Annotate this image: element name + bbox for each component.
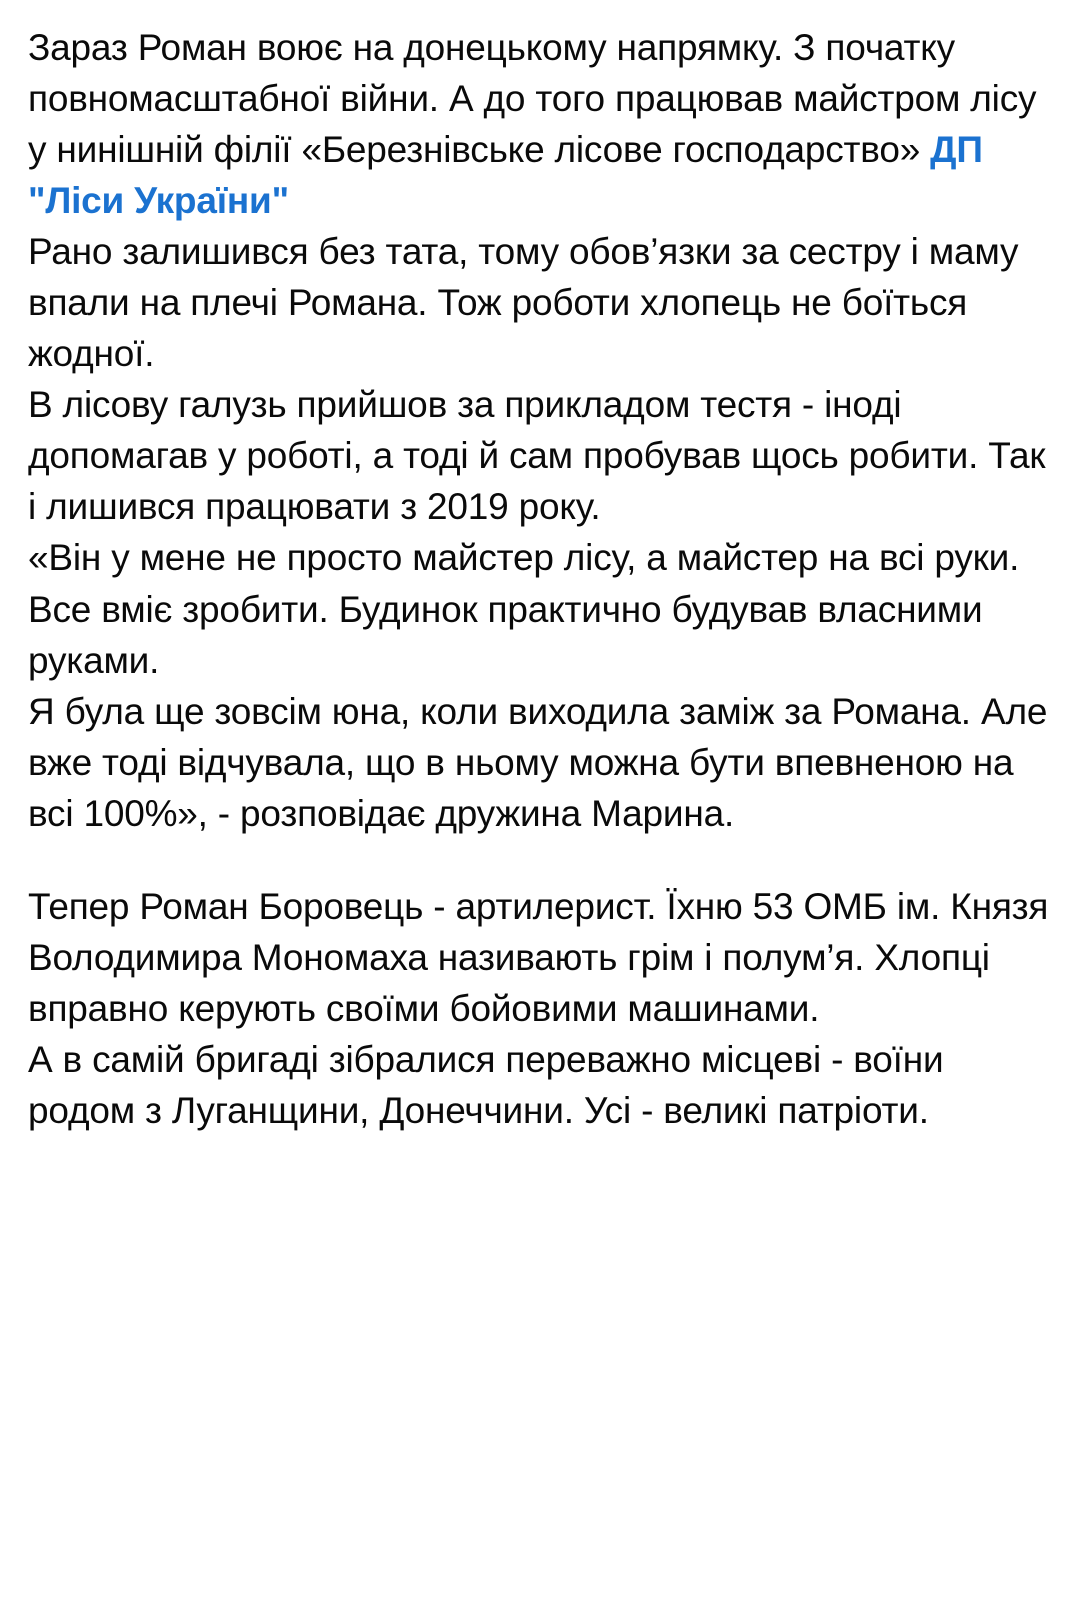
paragraph-3: В лісову галузь прийшов за прикладом тестя - іноді допомагав у роботі, а тоді й сам пробував щось робити. Так і лишився працювати з 2019 року.	[28, 384, 1046, 528]
link-lisy-ukrainy[interactable]: ДП "Ліси України"	[28, 129, 983, 222]
paragraph-1-text: Зараз Роман воює на донецькому напрямку. З початку повномасштабної війни. А до того працював майстром лісу у нинішній філії «Березнівське лісове господарство»	[28, 27, 1037, 171]
paragraph-spacer	[28, 839, 1050, 881]
paragraph-1	[28, 22, 1050, 226]
paragraph-7: А в самій бригаді зібралися переважно місцеві - воїни родом з Луганщини, Донеччини. Усі - великі патріоти.	[28, 1038, 944, 1131]
paragraph-5: Я була ще зовсім юна, коли виходила заміж за Романа. Але вже тоді відчувала, що в ньому можна бути впевненою на всі 100%», - розповідає дружина Марина.	[28, 690, 1048, 834]
paragraph-2: Рано залишився без тата, тому обов’язки за сестру і маму впали на плечі Романа. Тож роботи хлопець не боїться жодної.	[28, 231, 1019, 375]
paragraph-6: Тепер Роман Боровець - артилерист. Їхню 53 ОМБ ім. Князя Володимира Мономаха називають грім і полум’я. Хлопці вправно керують своїми бойовими машинами.	[28, 885, 1049, 1029]
paragraph-4: «Він у мене не просто майстер лісу, а майстер на всі руки. Все вміє зробити. Будинок практично будував власними руками.	[28, 537, 1020, 681]
